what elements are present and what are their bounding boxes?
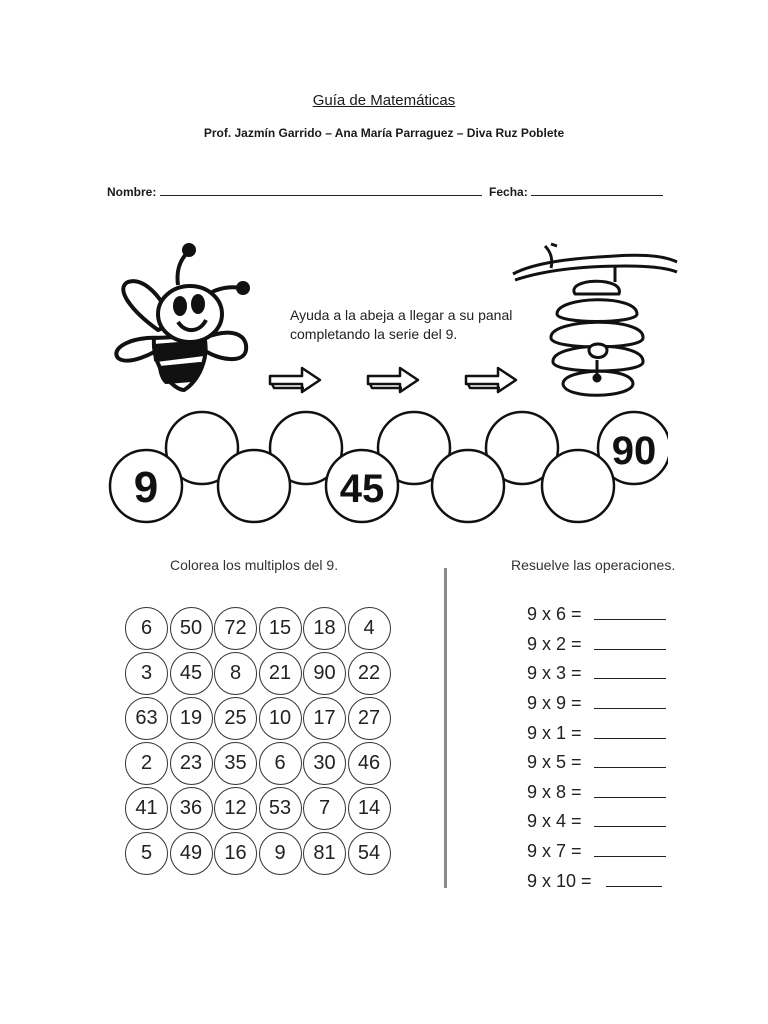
number-circle[interactable]: 16 xyxy=(214,832,257,875)
operation-label: 9 x 5 = xyxy=(527,752,582,773)
path-circle-lower-1 xyxy=(218,450,290,522)
name-field[interactable] xyxy=(160,184,482,196)
number-circle[interactable]: 81 xyxy=(303,832,346,875)
answer-blank[interactable] xyxy=(594,698,666,709)
arrow-icon xyxy=(368,368,418,392)
operation-label: 9 x 1 = xyxy=(527,722,582,743)
number-circle[interactable]: 5 xyxy=(125,832,168,875)
answer-blank[interactable] xyxy=(594,846,666,857)
number-circle[interactable]: 30 xyxy=(303,742,346,785)
number-circle[interactable]: 3 xyxy=(125,652,168,695)
answer-blank[interactable] xyxy=(594,787,666,798)
number-circle[interactable]: 46 xyxy=(348,742,391,785)
operation-row xyxy=(527,659,666,689)
number-circle[interactable]: 21 xyxy=(259,652,302,695)
name-date-row xyxy=(107,184,663,199)
operation-row xyxy=(527,630,666,660)
number-circle[interactable]: 72 xyxy=(214,607,257,650)
beehive-illustration xyxy=(505,238,685,418)
number-circle[interactable]: 41 xyxy=(125,787,168,830)
number-circle[interactable]: 6 xyxy=(259,742,302,785)
path-circle-lower-4 xyxy=(542,450,614,522)
date-label: Fecha: xyxy=(489,185,528,199)
arrows-row xyxy=(266,362,526,396)
number-path xyxy=(108,408,668,528)
page-title: Guía de Matemáticas xyxy=(312,92,456,109)
answer-blank[interactable] xyxy=(594,609,666,620)
number-circle[interactable]: 9 xyxy=(259,832,302,875)
answer-blank[interactable] xyxy=(594,728,666,739)
multiples-grid xyxy=(125,607,397,877)
operation-label: 9 x 3 = xyxy=(527,663,582,684)
operation-row xyxy=(527,600,666,630)
number-circle[interactable]: 6 xyxy=(125,607,168,650)
number-circle[interactable]: 12 xyxy=(214,787,257,830)
instruction-line-2: completando la serie del 9. xyxy=(290,326,458,342)
operation-row xyxy=(527,837,666,867)
number-circle[interactable]: 50 xyxy=(170,607,213,650)
operations-title: Resuelve las operaciones. xyxy=(511,557,676,573)
bee-instruction xyxy=(290,306,512,344)
operation-row xyxy=(527,807,666,837)
operation-label: 9 x 10 = xyxy=(527,870,592,891)
path-start-number: 9 xyxy=(133,463,159,512)
number-circle[interactable]: 27 xyxy=(348,697,391,740)
number-circle[interactable]: 49 xyxy=(170,832,213,875)
number-circle[interactable]: 25 xyxy=(214,697,257,740)
number-circle[interactable]: 22 xyxy=(348,652,391,695)
operation-label: 9 x 2 = xyxy=(527,633,582,654)
number-circle[interactable]: 17 xyxy=(303,697,346,740)
number-circle[interactable]: 35 xyxy=(214,742,257,785)
number-circle[interactable]: 45 xyxy=(170,652,213,695)
answer-blank[interactable] xyxy=(594,757,666,768)
answer-blank[interactable] xyxy=(594,816,666,827)
operation-row xyxy=(527,866,666,896)
date-field[interactable] xyxy=(531,184,663,196)
authors-line: Prof. Jazmín Garrido – Ana María Parraguez – Diva Ruz Poblete xyxy=(203,126,565,140)
number-circle[interactable]: 36 xyxy=(170,787,213,830)
section-divider xyxy=(444,568,447,888)
operation-label: 9 x 6 = xyxy=(527,604,582,625)
operation-row xyxy=(527,689,666,719)
operation-label: 9 x 9 = xyxy=(527,693,582,714)
operations-list xyxy=(527,600,666,896)
bee-illustration xyxy=(100,240,270,400)
number-circle[interactable]: 8 xyxy=(214,652,257,695)
number-circle[interactable]: 14 xyxy=(348,787,391,830)
answer-blank[interactable] xyxy=(594,668,666,679)
operation-label: 9 x 8 = xyxy=(527,781,582,802)
number-circle[interactable]: 63 xyxy=(125,697,168,740)
number-circle[interactable]: 15 xyxy=(259,607,302,650)
operation-row xyxy=(527,748,666,778)
number-circle[interactable]: 10 xyxy=(259,697,302,740)
number-circle[interactable]: 23 xyxy=(170,742,213,785)
number-circle[interactable]: 18 xyxy=(303,607,346,650)
number-circle[interactable]: 53 xyxy=(259,787,302,830)
number-circle[interactable]: 54 xyxy=(348,832,391,875)
number-circle[interactable]: 7 xyxy=(303,787,346,830)
number-circle[interactable]: 4 xyxy=(348,607,391,650)
path-middle-number: 45 xyxy=(339,467,385,511)
number-circle[interactable]: 90 xyxy=(303,652,346,695)
answer-blank[interactable] xyxy=(606,876,662,887)
operation-row xyxy=(527,778,666,808)
instruction-line-1: Ayuda a la abeja a llegar a su panal xyxy=(290,307,513,323)
answer-blank[interactable] xyxy=(594,639,666,650)
operation-row xyxy=(527,718,666,748)
number-circle[interactable]: 19 xyxy=(170,697,213,740)
name-label: Nombre: xyxy=(107,185,157,199)
coloring-title: Colorea los multiplos del 9. xyxy=(170,557,339,573)
operation-label: 9 x 4 = xyxy=(527,811,582,832)
path-circle-lower-3 xyxy=(432,450,504,522)
path-end-number: 90 xyxy=(611,429,657,473)
arrow-icon xyxy=(270,368,320,392)
number-circle[interactable]: 2 xyxy=(125,742,168,785)
operation-label: 9 x 7 = xyxy=(527,841,582,862)
